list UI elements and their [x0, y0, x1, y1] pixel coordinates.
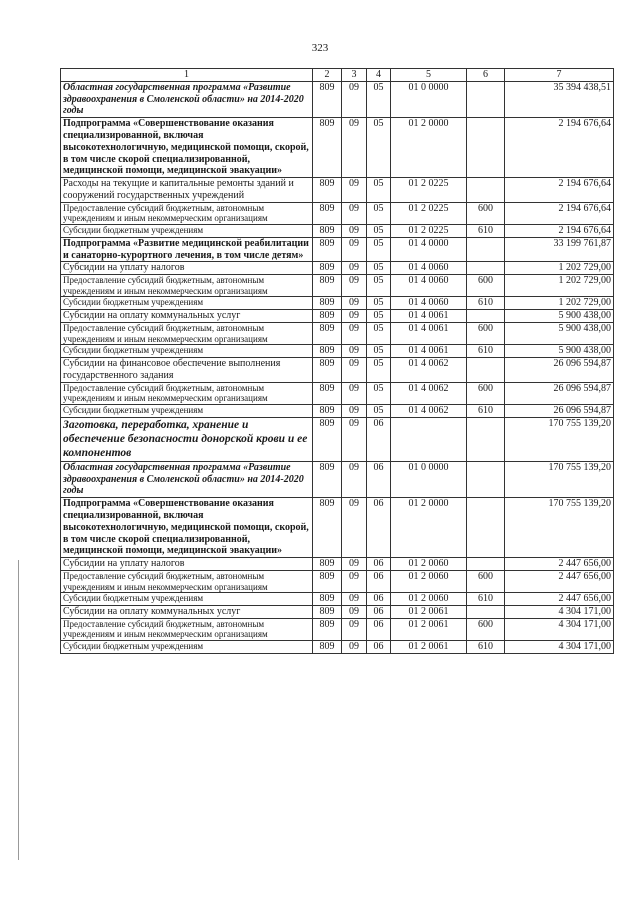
- table-row: [61, 262, 614, 275]
- row-pr-cell: 06: [367, 640, 391, 653]
- table-row: [61, 618, 614, 640]
- row-gr-cell: 809: [313, 461, 342, 497]
- row-name-cell: Подпрограмма «Совершенствование оказания специализированной, включая высокотехнологичную, медицинской помощи, скорой, в том числе скорой специализированной, медицинской помощи, медицинской эвакуации»: [61, 118, 313, 178]
- row-rz-cell: 09: [342, 570, 367, 592]
- row-amount-cell: 2 447 656,00: [505, 593, 614, 606]
- row-name-cell: Предоставление субсидий бюджетным, автономным учреждениям и иным некоммерческим организациям: [61, 202, 313, 224]
- row-vr-cell: [467, 237, 505, 262]
- row-vr-cell: [467, 558, 505, 571]
- table-row: [61, 237, 614, 262]
- row-csr-cell: 01 2 0000: [391, 498, 467, 558]
- row-amount-cell: 35 394 438,51: [505, 81, 614, 117]
- row-gr-cell: 809: [313, 358, 342, 383]
- table-row: [61, 358, 614, 383]
- row-vr-cell: 600: [467, 382, 505, 404]
- row-name-cell: Предоставление субсидий бюджетным, автономным учреждениям и иным некоммерческим организациям: [61, 275, 313, 297]
- row-name-cell: Субсидии на оплату коммунальных услуг: [61, 310, 313, 323]
- page-number: 323: [311, 42, 329, 54]
- row-vr-cell: [467, 81, 505, 117]
- table-row: [61, 81, 614, 117]
- row-gr-cell: 809: [313, 224, 342, 237]
- row-amount-cell: 1 202 729,00: [505, 275, 614, 297]
- row-rz-cell: 09: [342, 461, 367, 497]
- table-row: [61, 118, 614, 178]
- row-gr-cell: 809: [313, 382, 342, 404]
- row-rz-cell: 09: [342, 382, 367, 404]
- row-gr-cell: 809: [313, 605, 342, 618]
- row-vr-cell: 610: [467, 297, 505, 310]
- row-vr-cell: [467, 358, 505, 383]
- row-amount-cell: 170 755 139,20: [505, 498, 614, 558]
- row-pr-cell: 05: [367, 81, 391, 117]
- row-pr-cell: 05: [367, 237, 391, 262]
- row-pr-cell: 05: [367, 202, 391, 224]
- row-rz-cell: 09: [342, 358, 367, 383]
- row-amount-cell: 2 194 676,64: [505, 224, 614, 237]
- row-gr-cell: 809: [313, 640, 342, 653]
- row-pr-cell: 05: [367, 358, 391, 383]
- row-pr-cell: 05: [367, 178, 391, 203]
- row-csr-cell: 01 4 0000: [391, 237, 467, 262]
- row-csr-cell: 01 4 0062: [391, 358, 467, 383]
- row-csr-cell: 01 2 0060: [391, 570, 467, 592]
- row-gr-cell: 809: [313, 593, 342, 606]
- header-row: [61, 69, 614, 82]
- row-csr-cell: 01 4 0061: [391, 345, 467, 358]
- row-name-cell: Субсидии на финансовое обеспечение выполнения государственного задания: [61, 358, 313, 383]
- row-name-cell: Субсидии бюджетным учреждениям: [61, 345, 313, 358]
- row-csr-cell: 01 2 0061: [391, 618, 467, 640]
- table-row: [61, 498, 614, 558]
- row-rz-cell: 09: [342, 593, 367, 606]
- row-name-cell: Субсидии на уплату налогов: [61, 262, 313, 275]
- row-rz-cell: 09: [342, 417, 367, 461]
- table-row: [61, 558, 614, 571]
- row-name-cell: Субсидии бюджетным учреждениям: [61, 297, 313, 310]
- table-row: [61, 345, 614, 358]
- table-row: [61, 570, 614, 592]
- row-vr-cell: [467, 310, 505, 323]
- row-rz-cell: 09: [342, 224, 367, 237]
- row-csr-cell: [391, 417, 467, 461]
- row-csr-cell: 01 4 0061: [391, 310, 467, 323]
- row-amount-cell: 4 304 171,00: [505, 618, 614, 640]
- row-name-cell: Субсидии бюджетным учреждениям: [61, 593, 313, 606]
- row-pr-cell: 05: [367, 297, 391, 310]
- row-rz-cell: 09: [342, 605, 367, 618]
- table-row: [61, 461, 614, 497]
- row-csr-cell: 01 2 0000: [391, 118, 467, 178]
- row-amount-cell: 2 194 676,64: [505, 118, 614, 178]
- row-gr-cell: 809: [313, 237, 342, 262]
- row-gr-cell: 809: [313, 618, 342, 640]
- row-rz-cell: 09: [342, 297, 367, 310]
- row-amount-cell: 26 096 594,87: [505, 404, 614, 417]
- row-csr-cell: 01 4 0060: [391, 297, 467, 310]
- row-vr-cell: 610: [467, 224, 505, 237]
- row-name-cell: Субсидии бюджетным учреждениям: [61, 404, 313, 417]
- row-rz-cell: 09: [342, 640, 367, 653]
- row-pr-cell: 05: [367, 310, 391, 323]
- row-amount-cell: 26 096 594,87: [505, 382, 614, 404]
- row-gr-cell: 809: [313, 297, 342, 310]
- table-row: [61, 275, 614, 297]
- table-row: [61, 297, 614, 310]
- row-rz-cell: 09: [342, 118, 367, 178]
- row-csr-cell: 01 4 0062: [391, 382, 467, 404]
- row-rz-cell: 09: [342, 237, 367, 262]
- row-vr-cell: [467, 118, 505, 178]
- row-amount-cell: 33 199 761,87: [505, 237, 614, 262]
- row-pr-cell: 06: [367, 417, 391, 461]
- table-row: [61, 593, 614, 606]
- row-pr-cell: 05: [367, 224, 391, 237]
- row-amount-cell: 4 304 171,00: [505, 605, 614, 618]
- header-col-3: 3: [342, 69, 367, 82]
- row-rz-cell: 09: [342, 498, 367, 558]
- row-csr-cell: 01 0 0000: [391, 461, 467, 497]
- row-name-cell: Предоставление субсидий бюджетным, автономным учреждениям и иным некоммерческим организациям: [61, 322, 313, 344]
- row-gr-cell: 809: [313, 558, 342, 571]
- row-amount-cell: 1 202 729,00: [505, 262, 614, 275]
- row-name-cell: Подпрограмма «Совершенствование оказания специализированной, включая высокотехнологичную, медицинской помощи, скорой, в том числе скорой специализированной, медицинской помощи, медицинской эвакуации»: [61, 498, 313, 558]
- row-amount-cell: 5 900 438,00: [505, 322, 614, 344]
- row-pr-cell: 05: [367, 345, 391, 358]
- row-pr-cell: 05: [367, 404, 391, 417]
- row-rz-cell: 09: [342, 178, 367, 203]
- row-csr-cell: 01 2 0060: [391, 558, 467, 571]
- row-rz-cell: 09: [342, 345, 367, 358]
- row-amount-cell: 1 202 729,00: [505, 297, 614, 310]
- row-csr-cell: 01 2 0060: [391, 593, 467, 606]
- row-pr-cell: 05: [367, 322, 391, 344]
- header-col-6: 6: [467, 69, 505, 82]
- row-vr-cell: 610: [467, 640, 505, 653]
- row-vr-cell: 600: [467, 275, 505, 297]
- row-pr-cell: 05: [367, 382, 391, 404]
- row-pr-cell: 06: [367, 593, 391, 606]
- row-vr-cell: 610: [467, 345, 505, 358]
- row-gr-cell: 809: [313, 570, 342, 592]
- row-csr-cell: 01 2 0061: [391, 605, 467, 618]
- row-pr-cell: 05: [367, 275, 391, 297]
- row-name-cell: Предоставление субсидий бюджетным, автономным учреждениям и иным некоммерческим организациям: [61, 618, 313, 640]
- row-amount-cell: 2 447 656,00: [505, 558, 614, 571]
- row-pr-cell: 06: [367, 570, 391, 592]
- row-amount-cell: 2 194 676,64: [505, 202, 614, 224]
- table-row: [61, 640, 614, 653]
- row-amount-cell: 26 096 594,87: [505, 358, 614, 383]
- row-vr-cell: 600: [467, 618, 505, 640]
- row-rz-cell: 09: [342, 618, 367, 640]
- table-row: [61, 382, 614, 404]
- header-col-2: 2: [313, 69, 342, 82]
- row-name-cell: Заготовка, переработка, хранение и обеспечение безопасности донорской крови и ее компонентов: [61, 417, 313, 461]
- header-col-5: 5: [391, 69, 467, 82]
- row-csr-cell: 01 4 0061: [391, 322, 467, 344]
- table-row: [61, 404, 614, 417]
- table-row: [61, 310, 614, 323]
- row-gr-cell: 809: [313, 178, 342, 203]
- table-row: [61, 224, 614, 237]
- row-vr-cell: 610: [467, 404, 505, 417]
- row-rz-cell: 09: [342, 81, 367, 117]
- row-gr-cell: 809: [313, 322, 342, 344]
- row-pr-cell: 06: [367, 461, 391, 497]
- row-name-cell: Субсидии бюджетным учреждениям: [61, 640, 313, 653]
- row-gr-cell: 809: [313, 345, 342, 358]
- row-gr-cell: 809: [313, 498, 342, 558]
- row-name-cell: Предоставление субсидий бюджетным, автономным учреждениям и иным некоммерческим организациям: [61, 570, 313, 592]
- row-vr-cell: [467, 498, 505, 558]
- row-gr-cell: 809: [313, 275, 342, 297]
- row-gr-cell: 809: [313, 202, 342, 224]
- row-name-cell: Областная государственная программа «Развитие здравоохранения в Смоленской области» на 2014-2020 годы: [61, 81, 313, 117]
- row-vr-cell: 610: [467, 593, 505, 606]
- table-row: [61, 605, 614, 618]
- row-rz-cell: 09: [342, 275, 367, 297]
- row-rz-cell: 09: [342, 202, 367, 224]
- row-gr-cell: 809: [313, 262, 342, 275]
- row-pr-cell: 06: [367, 558, 391, 571]
- row-vr-cell: [467, 178, 505, 203]
- row-pr-cell: 06: [367, 618, 391, 640]
- table-row: [61, 178, 614, 203]
- row-gr-cell: 809: [313, 310, 342, 323]
- row-vr-cell: [467, 605, 505, 618]
- row-pr-cell: 05: [367, 118, 391, 178]
- table-row: [61, 322, 614, 344]
- row-csr-cell: 01 2 0225: [391, 224, 467, 237]
- row-rz-cell: 09: [342, 262, 367, 275]
- row-vr-cell: 600: [467, 322, 505, 344]
- row-csr-cell: 01 2 0061: [391, 640, 467, 653]
- table-row: [61, 202, 614, 224]
- row-csr-cell: 01 4 0062: [391, 404, 467, 417]
- row-amount-cell: 4 304 171,00: [505, 640, 614, 653]
- row-amount-cell: 5 900 438,00: [505, 345, 614, 358]
- row-name-cell: Областная государственная программа «Развитие здравоохранения в Смоленской области» на 2014-2020 годы: [61, 461, 313, 497]
- row-csr-cell: 01 4 0060: [391, 275, 467, 297]
- header-col-1: 1: [61, 69, 313, 82]
- row-vr-cell: 600: [467, 202, 505, 224]
- row-name-cell: Субсидии на уплату налогов: [61, 558, 313, 571]
- row-rz-cell: 09: [342, 322, 367, 344]
- row-amount-cell: 2 194 676,64: [505, 178, 614, 203]
- row-gr-cell: 809: [313, 81, 342, 117]
- row-vr-cell: [467, 262, 505, 275]
- row-name-cell: Подпрограмма «Развитие медицинской реабилитации и санаторно-курортного лечения, в том числе детям»: [61, 237, 313, 262]
- row-csr-cell: 01 2 0225: [391, 178, 467, 203]
- row-rz-cell: 09: [342, 310, 367, 323]
- header-col-7: 7: [505, 69, 614, 82]
- row-name-cell: Расходы на текущие и капитальные ремонты зданий и сооружений государственных учреждений: [61, 178, 313, 203]
- row-vr-cell: 600: [467, 570, 505, 592]
- row-amount-cell: 170 755 139,20: [505, 461, 614, 497]
- row-name-cell: Предоставление субсидий бюджетным, автономным учреждениям и иным некоммерческим организациям: [61, 382, 313, 404]
- row-pr-cell: 06: [367, 498, 391, 558]
- row-csr-cell: 01 4 0060: [391, 262, 467, 275]
- table-row: [61, 417, 614, 461]
- row-rz-cell: 09: [342, 558, 367, 571]
- row-vr-cell: [467, 417, 505, 461]
- budget-table: [60, 68, 614, 654]
- row-pr-cell: 05: [367, 262, 391, 275]
- row-name-cell: Субсидии бюджетным учреждениям: [61, 224, 313, 237]
- header-col-4: 4: [367, 69, 391, 82]
- row-amount-cell: 170 755 139,20: [505, 417, 614, 461]
- row-csr-cell: 01 0 0000: [391, 81, 467, 117]
- row-rz-cell: 09: [342, 404, 367, 417]
- row-amount-cell: 2 447 656,00: [505, 570, 614, 592]
- row-gr-cell: 809: [313, 118, 342, 178]
- row-gr-cell: 809: [313, 404, 342, 417]
- row-amount-cell: 5 900 438,00: [505, 310, 614, 323]
- row-csr-cell: 01 2 0225: [391, 202, 467, 224]
- row-name-cell: Субсидии на оплату коммунальных услуг: [61, 605, 313, 618]
- row-vr-cell: [467, 461, 505, 497]
- row-gr-cell: 809: [313, 417, 342, 461]
- row-pr-cell: 06: [367, 605, 391, 618]
- scan-edge-line: [18, 560, 19, 860]
